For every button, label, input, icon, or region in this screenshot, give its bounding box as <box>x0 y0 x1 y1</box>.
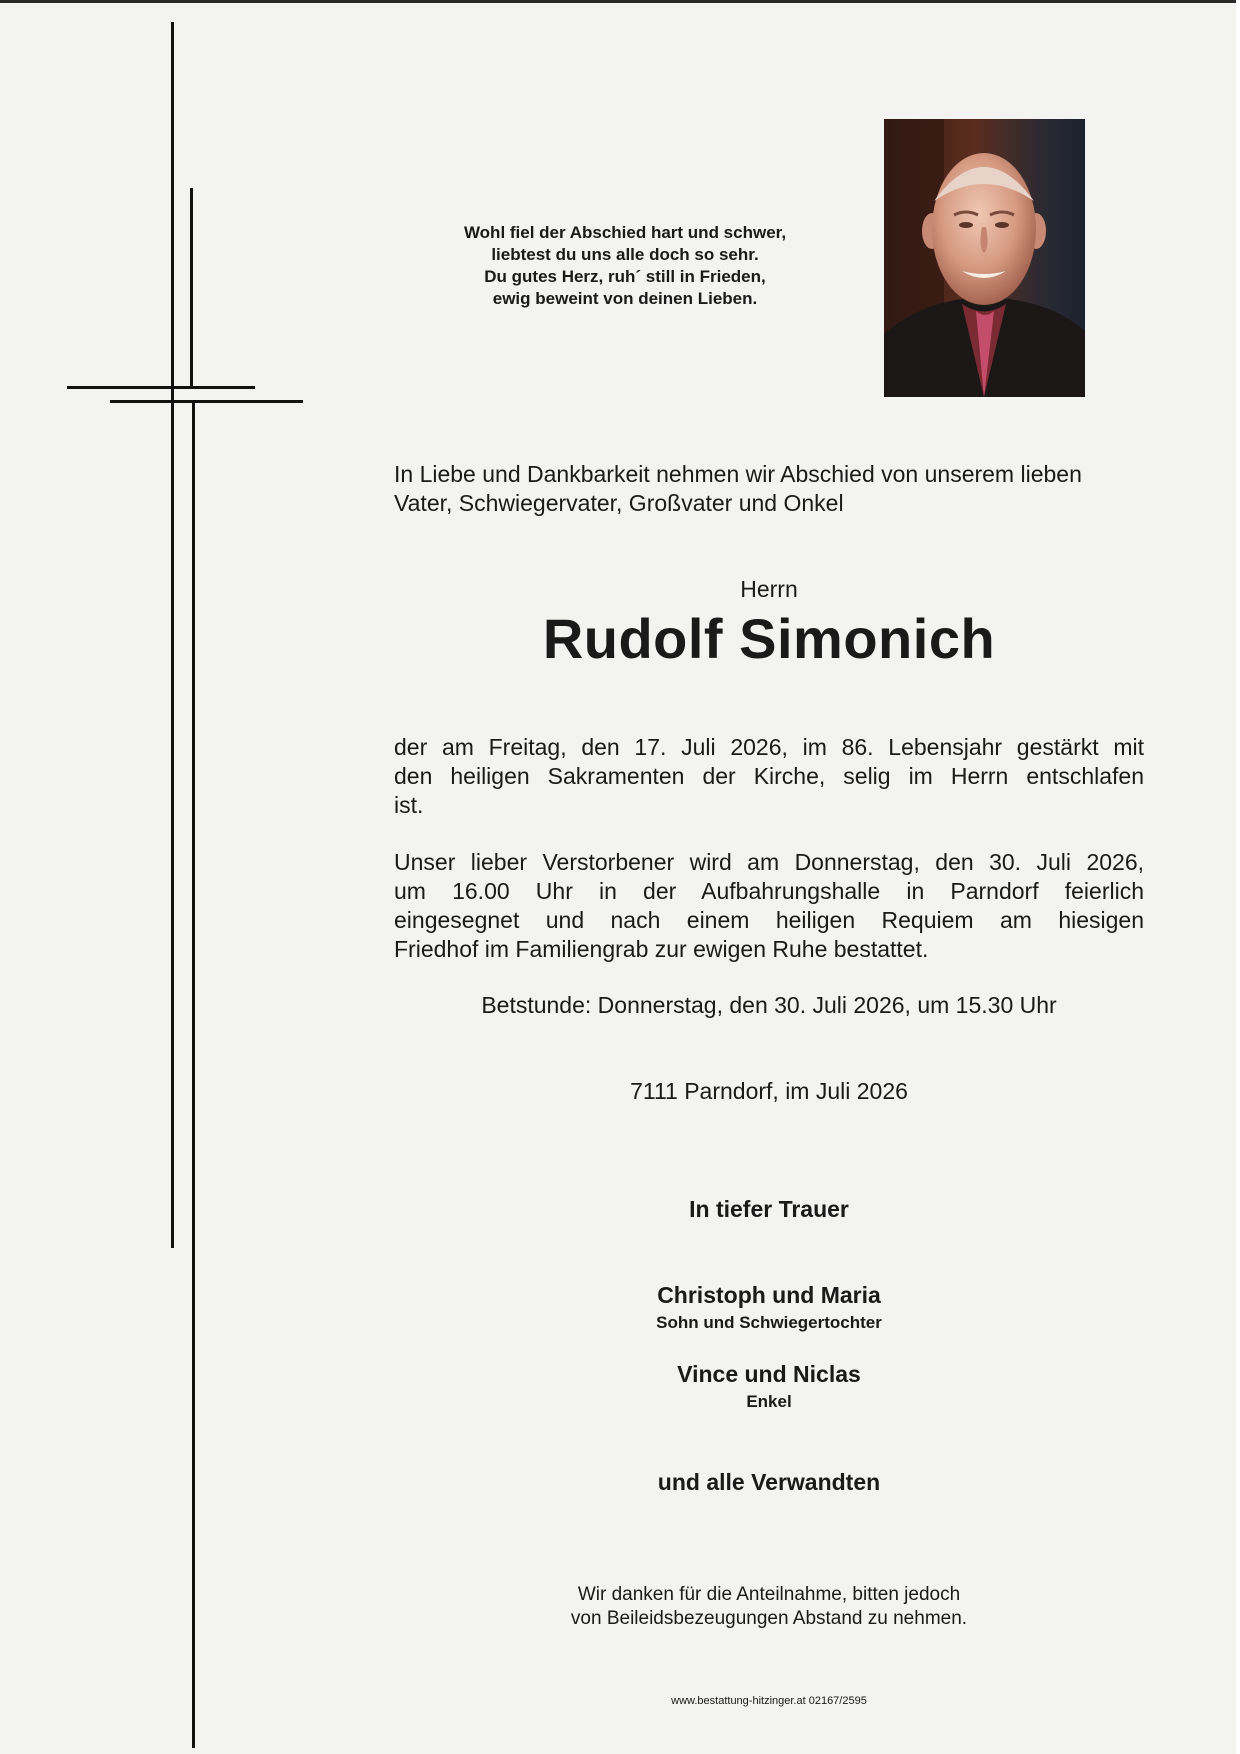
thanks-line: Wir danken für die Anteilnahme, bitten jedoch <box>577 1584 961 1605</box>
relatives-closing: und alle Verwandten <box>657 1469 881 1495</box>
top-border <box>0 0 1240 3</box>
mourner-names: Vince und Niclas <box>677 1361 861 1387</box>
memorial-verse <box>390 222 860 310</box>
notice-line: der am Freitag, den 17. Juli 2026, im 86. Lebensjahr gestärkt mit <box>394 734 1144 760</box>
verse-line: Wohl fiel der Abschied hart und schwer, <box>463 223 787 242</box>
funeral-line: Friedhof im Familiengrab zur ewigen Ruhe bestattet. <box>394 936 929 962</box>
funeral-line: eingesegnet und nach einem heiligen Requiem am hiesigen <box>394 907 1144 933</box>
verse-line: liebtest du uns alle doch so sehr. <box>491 245 759 264</box>
verse-line: Du gutes Herz, ruh´ still in Frieden, <box>484 267 766 286</box>
thanks-line: von Beileidsbezeugungen Abstand zu nehmen. <box>570 1608 968 1629</box>
intro-line: In Liebe und Dankbarkeit nehmen wir Abschied von unserem lieben <box>394 461 1082 487</box>
mourner-relation: Enkel <box>746 1392 792 1411</box>
mourning-heading: In tiefer Trauer <box>689 1196 849 1222</box>
funeral-line: um 16.00 Uhr in der Aufbahrungshalle in Parndorf feierlich <box>394 878 1144 904</box>
funeral-line: Unser lieber Verstorbener wird am Donnerstag, den 30. Juli 2026, <box>394 849 1144 875</box>
thanks-text <box>394 1583 1144 1631</box>
portrait-photo <box>884 119 1085 397</box>
notice-line: den heiligen Sakramenten der Kirche, selig im Herrn entschlafen <box>394 763 1144 789</box>
funeral-details <box>394 848 1144 964</box>
intro-text <box>394 460 1144 518</box>
prayer-hour: Betstunde: Donnerstag, den 30. Juli 2026, um 15.30 Uhr <box>481 992 1057 1018</box>
mourner-relation: Sohn und Schwiegertochter <box>656 1313 882 1332</box>
verse-line: ewig beweint von deinen Lieben. <box>492 289 758 308</box>
salutation: Herrn <box>740 576 798 602</box>
intro-line: Vater, Schwiegervater, Großvater und Onkel <box>394 490 844 516</box>
death-notice <box>394 733 1144 820</box>
deceased-name: Rudolf Simonich <box>542 607 996 670</box>
right-edge <box>1236 0 1240 1754</box>
place-date: 7111 Parndorf, im Juli 2026 <box>630 1078 908 1104</box>
funeral-home-footer: www.bestattung-hitzinger.at 02167/2595 <box>671 1695 867 1707</box>
mourner-names: Christoph und Maria <box>657 1282 881 1308</box>
notice-line: ist. <box>394 792 424 818</box>
